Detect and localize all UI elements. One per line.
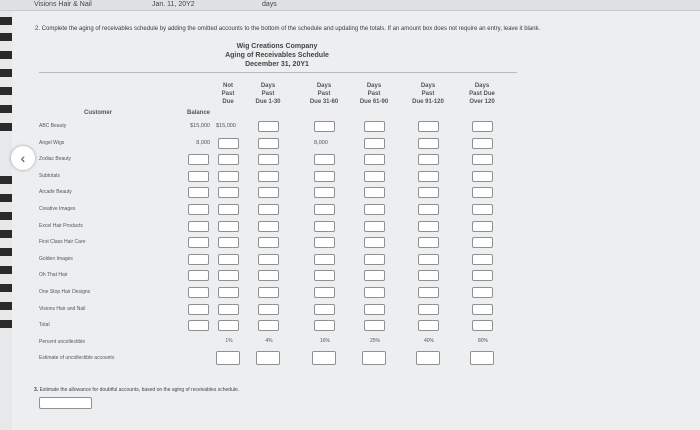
amount-input[interactable] bbox=[258, 221, 279, 232]
row-label: First Class Hair Care bbox=[39, 239, 86, 246]
amount-input[interactable] bbox=[258, 121, 279, 132]
amount-input[interactable] bbox=[258, 171, 279, 182]
abc-balance-value: $15,000 bbox=[190, 123, 210, 129]
percent-value: 16% bbox=[319, 337, 331, 344]
amount-input[interactable] bbox=[258, 270, 279, 281]
amount-input[interactable] bbox=[418, 320, 439, 331]
amount-input[interactable] bbox=[472, 204, 493, 215]
allowance-input[interactable] bbox=[39, 397, 92, 409]
estimate-input[interactable] bbox=[256, 351, 280, 365]
amount-input[interactable] bbox=[364, 287, 385, 298]
amount-input[interactable] bbox=[472, 287, 493, 298]
amount-input[interactable] bbox=[364, 237, 385, 248]
amount-input[interactable] bbox=[218, 270, 239, 281]
row-label: Angel Wigs bbox=[39, 139, 65, 146]
amount-input[interactable] bbox=[364, 204, 385, 215]
row-label: Oh That Hair bbox=[39, 272, 68, 279]
column-header-line: Days bbox=[316, 83, 332, 89]
part3-question bbox=[34, 387, 239, 393]
amount-input[interactable] bbox=[218, 154, 239, 165]
balance-input[interactable] bbox=[188, 254, 209, 265]
column-header-line: Past bbox=[421, 91, 435, 97]
row-label: Subtotals bbox=[39, 172, 60, 179]
amount-input[interactable] bbox=[314, 287, 335, 298]
amount-input[interactable] bbox=[418, 254, 439, 265]
column-header-line: Not bbox=[223, 83, 233, 89]
amount-input[interactable] bbox=[258, 187, 279, 198]
left-gutter bbox=[0, 11, 12, 430]
amount-input[interactable] bbox=[364, 121, 385, 132]
estimate-input[interactable] bbox=[216, 351, 240, 365]
balance-input[interactable] bbox=[188, 154, 209, 165]
amount-input[interactable] bbox=[314, 187, 335, 198]
amount-input[interactable] bbox=[418, 171, 439, 182]
row-label: Excel Hair Products bbox=[39, 222, 83, 229]
column-header bbox=[360, 82, 388, 106]
amount-input[interactable] bbox=[418, 304, 439, 315]
column-header-line: Due 31-60 bbox=[309, 99, 339, 105]
amount-input[interactable] bbox=[472, 270, 493, 281]
amount-input[interactable] bbox=[314, 237, 335, 248]
amount-input[interactable] bbox=[314, 121, 335, 132]
column-header-line: Days bbox=[366, 83, 382, 89]
amount-input[interactable] bbox=[364, 270, 385, 281]
estimate-input[interactable] bbox=[312, 351, 336, 365]
amount-input[interactable] bbox=[314, 254, 335, 265]
column-header bbox=[412, 82, 444, 106]
amount-input[interactable] bbox=[258, 254, 279, 265]
amount-input[interactable] bbox=[418, 187, 439, 198]
column-header-line: Over 120 bbox=[469, 99, 495, 105]
schedule-title: Aging of Receivables Schedule bbox=[225, 52, 329, 59]
company-name: Wig Creations Company bbox=[236, 43, 318, 50]
amount-input[interactable] bbox=[418, 270, 439, 281]
row-label: One Stop Hair Designs bbox=[39, 289, 91, 295]
amount-input[interactable] bbox=[218, 138, 239, 149]
column-header-line: Past bbox=[221, 91, 235, 97]
amount-input[interactable] bbox=[472, 154, 493, 165]
balance-input[interactable] bbox=[188, 287, 209, 298]
estimate-input[interactable] bbox=[416, 351, 440, 365]
column-header-line: Due 91-120 bbox=[412, 99, 444, 105]
balance-input[interactable] bbox=[188, 171, 209, 182]
amount-input[interactable] bbox=[472, 121, 493, 132]
amount-input[interactable] bbox=[418, 121, 439, 132]
amount-input[interactable] bbox=[258, 287, 279, 298]
column-header bbox=[222, 82, 235, 106]
amount-input[interactable] bbox=[418, 204, 439, 215]
amount-input[interactable] bbox=[258, 304, 279, 315]
amount-input[interactable] bbox=[314, 320, 335, 331]
balance-input[interactable] bbox=[188, 221, 209, 232]
row-label: Golden Images bbox=[39, 255, 73, 262]
column-header bbox=[255, 82, 280, 106]
abc-not-past-due-value: $15,000 bbox=[216, 123, 236, 129]
percent-value: 80% bbox=[477, 337, 489, 344]
chevron-left-icon: ‹ bbox=[20, 150, 26, 166]
balance-input[interactable] bbox=[188, 270, 209, 281]
amount-input[interactable] bbox=[472, 254, 493, 265]
amount-input[interactable] bbox=[218, 287, 239, 298]
amount-input[interactable] bbox=[472, 187, 493, 198]
amount-input[interactable] bbox=[258, 237, 279, 248]
percent-value: 4% bbox=[265, 337, 273, 344]
question-panel bbox=[22, 14, 694, 424]
row-label: ABC Beauty bbox=[39, 123, 67, 129]
amount-input[interactable] bbox=[364, 171, 385, 182]
column-header-line: Past bbox=[367, 91, 381, 97]
balance-input[interactable] bbox=[188, 237, 209, 248]
column-header-line: Days bbox=[420, 83, 436, 89]
amount-input[interactable] bbox=[418, 154, 439, 165]
column-header-line: Past bbox=[261, 91, 275, 97]
balance-input[interactable] bbox=[188, 204, 209, 215]
column-header bbox=[469, 82, 495, 106]
top-bar bbox=[0, 0, 700, 11]
amount-input[interactable] bbox=[218, 254, 239, 265]
amount-input[interactable] bbox=[364, 187, 385, 198]
amount-input[interactable] bbox=[218, 320, 239, 331]
row-label: Total bbox=[39, 322, 50, 329]
amount-input[interactable] bbox=[218, 221, 239, 232]
top-cell-date: Jan. 11, 20Y2 bbox=[152, 1, 195, 8]
row-label: Arcade Beauty bbox=[39, 189, 72, 196]
amount-input[interactable] bbox=[364, 221, 385, 232]
column-header bbox=[310, 82, 338, 106]
amount-input[interactable] bbox=[418, 287, 439, 298]
amount-input[interactable] bbox=[218, 187, 239, 198]
angel-31-60-value: 8,000 bbox=[314, 139, 328, 146]
top-cell-days: days bbox=[262, 1, 277, 8]
amount-input[interactable] bbox=[418, 221, 439, 232]
estimate-input[interactable] bbox=[470, 351, 494, 365]
amount-input[interactable] bbox=[314, 270, 335, 281]
percent-value: 1% bbox=[225, 337, 233, 344]
amount-input[interactable] bbox=[418, 138, 439, 149]
estimate-input[interactable] bbox=[362, 351, 386, 365]
angel-balance-value: 8,000 bbox=[196, 139, 210, 146]
amount-input[interactable] bbox=[364, 154, 385, 165]
column-header-line: Past bbox=[317, 91, 331, 97]
percent-label: Percent uncollectible bbox=[39, 338, 86, 345]
balance-header: Balance bbox=[186, 110, 210, 116]
amount-input[interactable] bbox=[258, 204, 279, 215]
amount-input[interactable] bbox=[218, 304, 239, 315]
amount-input[interactable] bbox=[314, 171, 335, 182]
column-header-line: Days bbox=[474, 83, 490, 89]
instruction-text: 2. Complete the aging of receivables schedule by adding the omitted accounts to the bottom of the schedule and updating the totals. If an amount box does not require an entry, leave it blank. bbox=[35, 26, 541, 32]
balance-input[interactable] bbox=[188, 187, 209, 198]
amount-input[interactable] bbox=[364, 138, 385, 149]
column-header-line: Due bbox=[222, 99, 234, 105]
amount-input[interactable] bbox=[472, 237, 493, 248]
amount-input[interactable] bbox=[364, 320, 385, 331]
row-label: Visions Hair and Nail bbox=[39, 305, 86, 312]
schedule-date: December 31, 20Y1 bbox=[245, 61, 309, 68]
customer-header: Customer bbox=[84, 110, 113, 116]
estimate-label: Estimate of uncollectible accounts bbox=[39, 354, 115, 361]
column-header-line: Due 61-90 bbox=[359, 99, 389, 105]
row-label: Zodiac Beauty bbox=[39, 156, 71, 163]
amount-input[interactable] bbox=[364, 254, 385, 265]
amount-input[interactable] bbox=[258, 154, 279, 165]
percent-value: 40% bbox=[423, 337, 435, 344]
column-header-line: Days bbox=[260, 83, 276, 89]
amount-input[interactable] bbox=[418, 237, 439, 248]
column-header-line: Past Due bbox=[469, 91, 495, 97]
amount-input[interactable] bbox=[314, 154, 335, 165]
amount-input[interactable] bbox=[472, 138, 493, 149]
amount-input[interactable] bbox=[472, 304, 493, 315]
column-header-line: Due 1-30 bbox=[255, 99, 281, 105]
percent-value: 25% bbox=[369, 337, 381, 344]
row-label: Creative Images bbox=[39, 206, 76, 212]
amount-input[interactable] bbox=[364, 304, 385, 315]
amount-input[interactable] bbox=[218, 204, 239, 215]
balance-input[interactable] bbox=[188, 320, 209, 331]
amount-input[interactable] bbox=[314, 304, 335, 315]
part3-number: 3. bbox=[34, 387, 39, 393]
top-cell-name: Visions Hair & Nail bbox=[34, 1, 92, 8]
amount-input[interactable] bbox=[472, 171, 493, 182]
amount-input[interactable] bbox=[314, 204, 335, 215]
header-rule bbox=[39, 72, 517, 73]
amount-input[interactable] bbox=[258, 138, 279, 149]
part3-text: Estimate the allowance for doubtful accounts, based on the aging of receivables schedule. bbox=[39, 387, 240, 393]
amount-input[interactable] bbox=[258, 320, 279, 331]
amount-input[interactable] bbox=[314, 221, 335, 232]
balance-input[interactable] bbox=[188, 304, 209, 315]
amount-input[interactable] bbox=[472, 320, 493, 331]
amount-input[interactable] bbox=[218, 237, 239, 248]
amount-input[interactable] bbox=[218, 171, 239, 182]
amount-input[interactable] bbox=[472, 221, 493, 232]
